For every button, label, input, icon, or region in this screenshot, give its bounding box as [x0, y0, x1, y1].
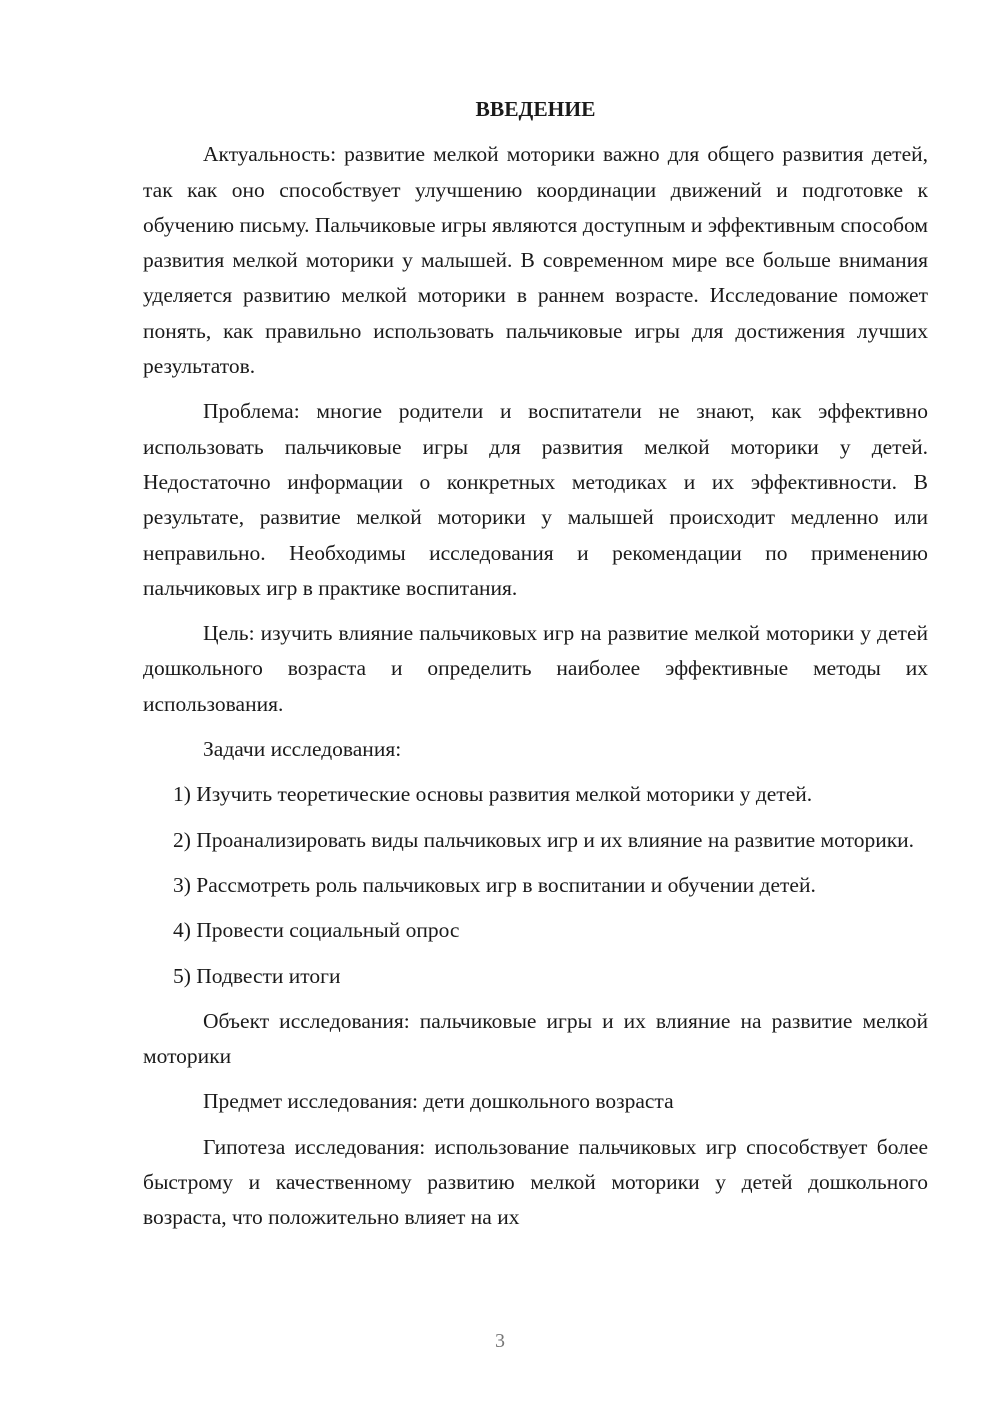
task-item-2: 2) Проанализировать виды пальчиковых игр и их влияние на развитие моторики. [173, 827, 915, 852]
tasks-heading: Задачи исследования: [203, 737, 402, 762]
document-page [143, 92, 928, 1246]
relevance-paragraph: Актуальность: развитие мелкой моторики важно для общего развития детей, так как оно способствует улучшению координации движений и подготовке к обучению письму. Пальчиковые игры являются доступным и эффективным способом развития мелкой моторики у малышей. В современном мире все больше внимания уделяется развитию мелкой моторики в раннем возрасте. Исследование поможет понять, как правильно использовать пальчиковые игры для достижения лучших результатов. [143, 142, 928, 379]
object-paragraph: Объект исследования: пальчиковые игры и их влияние на развитие мелкой моторики [143, 1008, 928, 1069]
subject-paragraph: Предмет исследования: дети дошкольного возраста [203, 1089, 674, 1114]
page-number: 3 [495, 1330, 505, 1352]
task-item-4: 4) Провести социальный опрос [173, 918, 460, 943]
task-item-3: 3) Рассмотреть роль пальчиковых игр в воспитании и обучении детей. [173, 872, 816, 897]
section-title: ВВЕДЕНИЕ [475, 97, 596, 121]
goal-paragraph: Цель: изучить влияние пальчиковых игр на развитие мелкой моторики у детей дошкольного возраста и определить наиболее эффективные методы их использования. [143, 621, 928, 716]
task-item-5: 5) Подвести итоги [173, 963, 341, 988]
task-item-1: 1) Изучить теоретические основы развития мелкой моторики у детей. [173, 782, 813, 807]
problem-paragraph: Проблема: многие родители и воспитатели не знают, как эффективно использовать пальчиковые игры для развития мелкой моторики у детей. Недостаточно информации о конкретных методиках и их эффективности. В результате, развитие мелкой моторики у малышей происходит медленно или неправильно. Необходимы исследования и рекомендации по применению пальчиковых игр в практике воспитания. [143, 399, 928, 600]
hypothesis-paragraph: Гипотеза исследования: использование пальчиковых игр способствует более быстрому и качественному развитию мелкой моторики у детей дошкольного возраста, что положительно влияет на их [143, 1134, 928, 1230]
